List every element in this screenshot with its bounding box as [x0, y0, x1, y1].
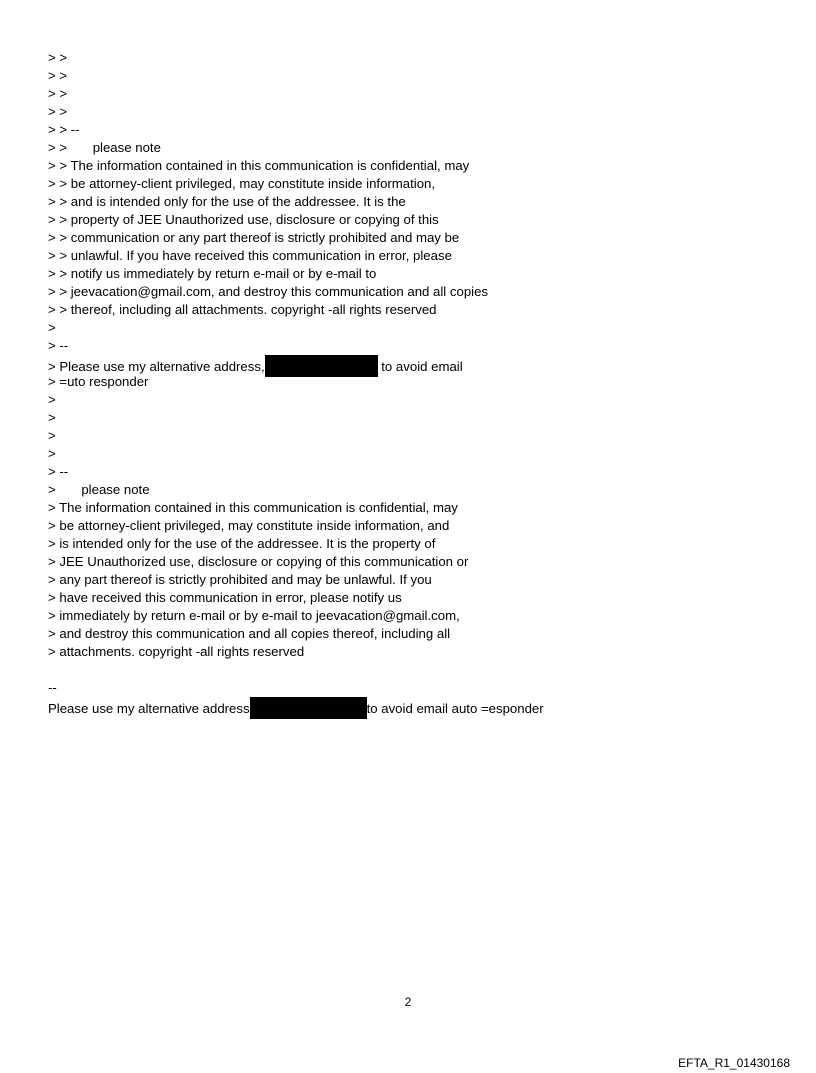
email-line: > JEE Unauthorized use, disclosure or copying of this communication or: [48, 554, 469, 569]
email-line: > --: [48, 464, 69, 479]
email-line: > be attorney-client privileged, may constitute inside information, and: [48, 518, 450, 533]
email-line: > > communication or any part thereof is strictly prohibited and may be: [48, 230, 460, 245]
email-line: > and destroy this communication and all copies thereof, including all: [48, 626, 451, 641]
email-line: > >: [48, 50, 68, 65]
email-line: > > The information contained in this communication is confidential, may: [48, 158, 470, 173]
email-line: > >: [48, 86, 68, 101]
redaction-box: [265, 355, 378, 377]
quoted-block-1: [48, 49, 788, 355]
email-line: [48, 661, 788, 679]
email-line: > any part thereof is strictly prohibited and may be unlawful. If you: [48, 572, 432, 587]
email-line: >: [48, 410, 56, 425]
email-line: > > --: [48, 122, 80, 137]
email-line: > > thereof, including all attachments. copyright -all rights reserved: [48, 302, 437, 317]
email-line: > attachments. copyright -all rights reserved: [48, 644, 305, 659]
alternative-address-text-1: > Please use my alternative address,: [48, 359, 265, 374]
redaction-box: [250, 697, 367, 719]
alternative-address-line-2: [48, 697, 788, 715]
email-line: > --: [48, 338, 69, 353]
email-line: >: [48, 428, 56, 443]
email-line: >: [48, 392, 56, 407]
email-line: > > please note: [48, 140, 161, 155]
page-number: 2: [404, 995, 412, 1009]
email-line: >: [48, 446, 56, 461]
email-line: > > notify us immediately by return e-mail or by e-mail to: [48, 266, 377, 281]
email-line: > The information contained in this communication is confidential, may: [48, 500, 458, 515]
alternative-address-suffix-1: to avoid email: [377, 359, 463, 374]
email-line: >: [48, 320, 56, 335]
email-line: > =uto responder: [48, 374, 149, 389]
email-line: > >: [48, 68, 68, 83]
alternative-address-suffix-2: to avoid email auto =esponder: [366, 701, 544, 716]
email-line: > > jeevacation@gmail.com, and destroy this communication and all copies: [48, 284, 489, 299]
email-line: --: [48, 680, 57, 695]
email-line: > is intended only for the use of the addressee. It is the property of: [48, 536, 436, 551]
alternative-address-text-2: Please use my alternative address: [48, 701, 250, 716]
email-line: > immediately by return e-mail or by e-mail to jeevacation@gmail.com,: [48, 608, 460, 623]
email-body: [48, 49, 788, 715]
alternative-address-line-1: [48, 355, 788, 373]
email-line: > > unlawful. If you have received this communication in error, please: [48, 248, 452, 263]
email-line: > please note: [48, 482, 150, 497]
document-id: EFTA_R1_01430168: [678, 1056, 790, 1070]
email-line: > >: [48, 104, 68, 119]
email-line: > have received this communication in error, please notify us: [48, 590, 402, 605]
email-line: > > and is intended only for the use of the addressee. It is the: [48, 194, 406, 209]
quoted-block-2: [48, 373, 788, 697]
email-line: > > property of JEE Unauthorized use, disclosure or copying of this: [48, 212, 439, 227]
email-line: > > be attorney-client privileged, may constitute inside information,: [48, 176, 436, 191]
